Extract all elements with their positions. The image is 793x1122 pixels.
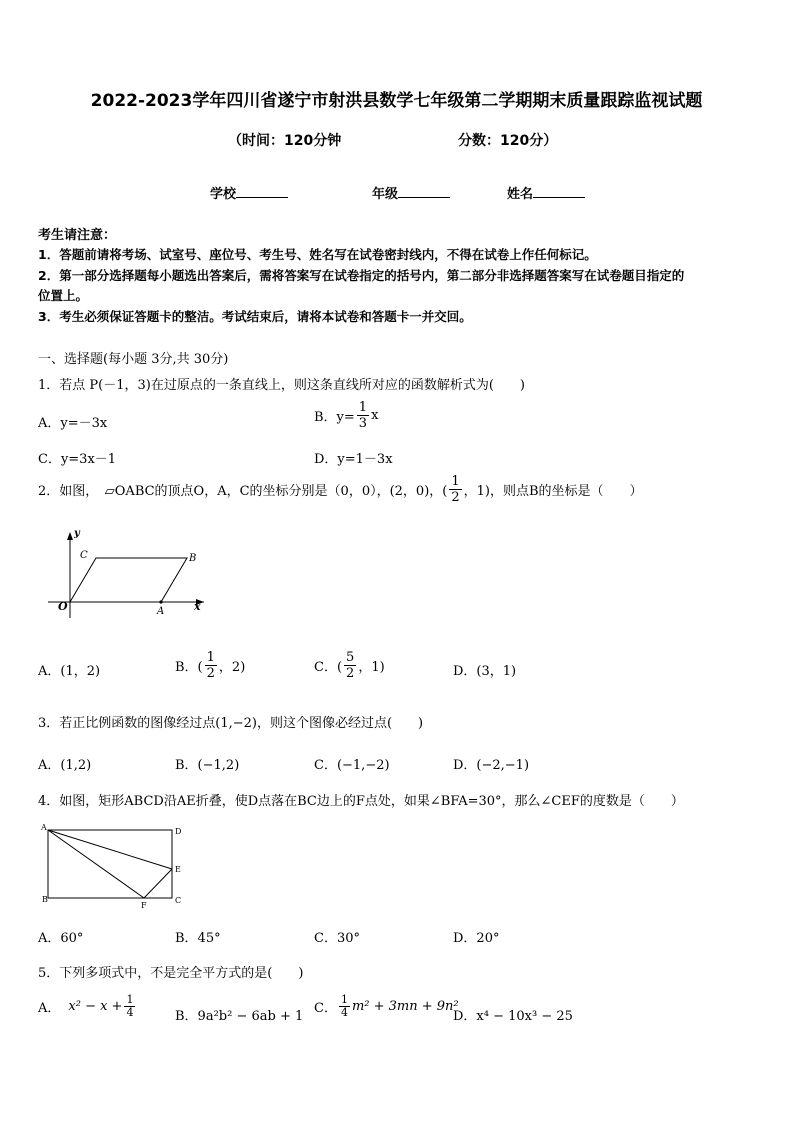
notice-item: 位置上。: [38, 288, 89, 303]
label-a: A: [157, 606, 165, 617]
q2-option-c: C．( $\frac{5}{2}$ ，1): [314, 650, 385, 681]
fraction: $\frac{1}{3}$: [358, 400, 368, 431]
q5-option-d: D．x⁴ − 10x³ − 25: [453, 1009, 573, 1024]
q3-option-d: D．(−2,−1): [453, 758, 530, 773]
label-b: B: [189, 553, 197, 564]
label-y: y: [74, 528, 80, 539]
fraction: $\frac{1}{4}$: [126, 993, 134, 1019]
q3-option-c: C．(−1,−2): [314, 758, 390, 773]
q5-stem: 5．下列多项式中，不是完全平方式的是( ): [38, 966, 304, 981]
q2-option-a: A．(1，2): [38, 664, 101, 679]
q2-option-b: B．( $\frac{1}{2}$ ，2): [175, 650, 246, 681]
parallelogram-figure: [44, 528, 214, 620]
label-x: x: [194, 600, 201, 613]
q4-option-d: D．20°: [453, 931, 500, 946]
label-b: B: [42, 895, 48, 904]
label-d: D: [175, 827, 182, 836]
q3-option-a: A．(1,2): [38, 758, 92, 773]
section-heading: 一、选择题(每小题 3分,共 30分): [38, 352, 229, 367]
q1-stem: 1．若点 P(－1，3)在过原点的一条直线上，则这条直线所对应的函数解析式为( ): [38, 378, 525, 393]
fraction: $\frac{1}{2}$: [451, 474, 460, 505]
y-axis-arrow: [67, 532, 73, 540]
school-field: [210, 183, 288, 202]
name-blank: [533, 185, 585, 198]
fraction: $\frac{1}{4}$: [340, 993, 348, 1019]
grade-label: 年级: [372, 187, 399, 202]
exam-score: 分数：120分）: [458, 133, 558, 149]
q3-stem: 3．若正比例函数的图像经过点(1,−2)，则这个图像必经过点( ): [38, 716, 424, 731]
q5-option-c: C． $\frac{1}{4}$ m² + 3mn + 9n²: [314, 993, 459, 1019]
school-label: 学校: [210, 187, 237, 202]
fraction: $\frac{5}{2}$: [346, 650, 355, 681]
label-e: E: [175, 865, 181, 874]
label-o: O: [58, 600, 68, 613]
fraction: $\frac{1}{2}$: [206, 650, 215, 681]
school-blank: [236, 185, 288, 198]
name-field: [507, 183, 585, 202]
segment-af: [48, 830, 144, 898]
segment-ae: [48, 830, 172, 869]
label-c: C: [80, 550, 88, 561]
q2-option-d: D．(3，1): [453, 664, 517, 679]
q4-option-a: A．60°: [38, 931, 84, 946]
segment-fe: [144, 869, 172, 898]
label-c: C: [175, 896, 182, 905]
label-a: A: [41, 823, 47, 832]
rectangle-fold-figure: [38, 820, 188, 912]
q1-option-c: C．y=3x－1: [38, 452, 117, 467]
page-title: 2022-2023学年四川省遂宁市射洪县数学七年级第二学期期末质量跟踪监视试题: [90, 91, 703, 111]
grade-field: [372, 183, 450, 202]
q1-option-b: B．y= $\frac{1}{3}$ x: [314, 400, 379, 431]
name-label: 姓名: [507, 187, 534, 202]
q5-option-a: A． x² − x + $\frac{1}{4}$: [38, 993, 134, 1019]
q1-option-d: D．y=1－3x: [314, 452, 393, 467]
notice-item: 3．考生必须保证答题卡的整洁。考试结束后，请将本试卷和答题卡一并交回。: [38, 309, 472, 324]
notice-item: 1．答题前请将考场、试室号、座位号、考生号、姓名写在试卷密封线内，不得在试卷上作任何标记。: [38, 247, 597, 262]
exam-time: （时间：120分钟: [228, 133, 342, 149]
q2-stem: 2．如图， ▱OABC的顶点O，A，C的坐标分别是（0，0），(2，0)，( $\frac{1}{2}$ ，1)，则点B的坐标是（ ）: [38, 474, 643, 505]
q3-option-b: B．(−1,2): [175, 758, 240, 773]
point-a: [159, 600, 162, 603]
q4-stem: 4．如图，矩形ABCD沿AE折叠，使D点落在BC边上的F点处，如果∠BFA=30°，那么∠CEF的度数是（ ）: [38, 794, 684, 809]
q4-option-b: B．45°: [175, 931, 221, 946]
label-f: F: [141, 901, 147, 910]
q1-option-a: A．y=－3x: [38, 416, 108, 431]
grade-blank: [398, 185, 450, 198]
parallelogram-oabc: [70, 558, 187, 602]
q5-option-b: B．9a²b² − 6ab + 1: [175, 1009, 304, 1024]
q4-option-c: C．30°: [314, 931, 360, 946]
notice-item: 2．第一部分选择题每小题选出答案后，需将答案写在试卷指定的括号内，第二部分非选择题答案写在试卷题目指定的: [38, 268, 685, 283]
notice-heading: 考生请注意：: [38, 228, 117, 243]
